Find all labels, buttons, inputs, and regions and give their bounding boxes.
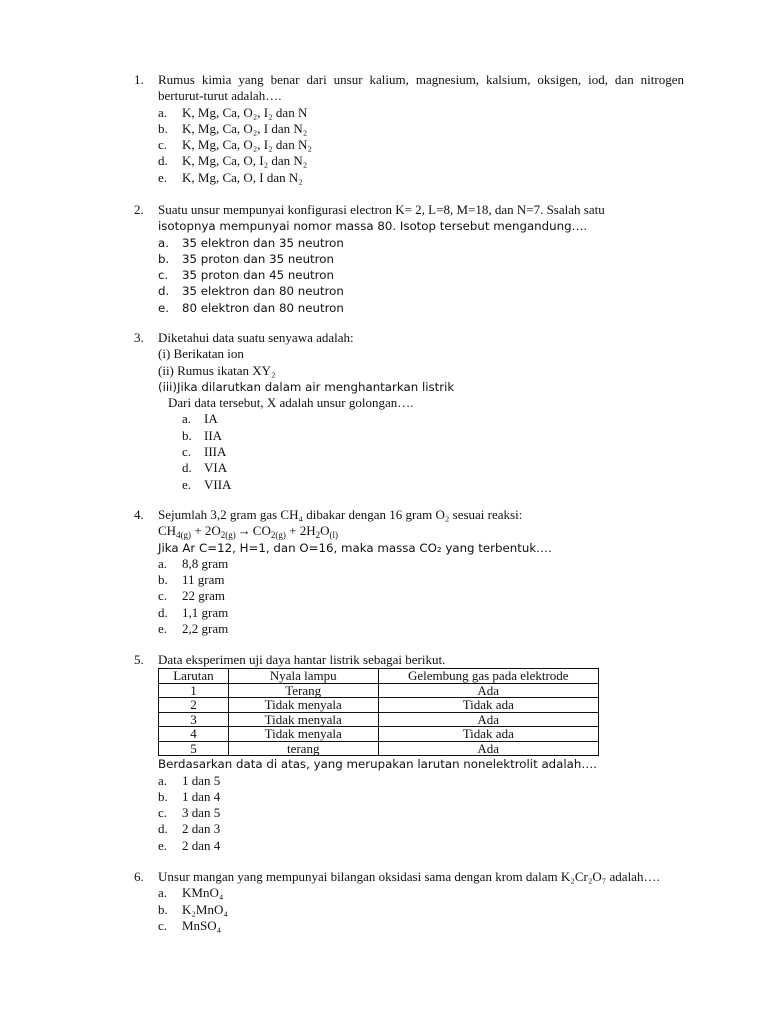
question-4-stem (134, 507, 684, 523)
question-number: 4. (134, 507, 144, 522)
question-number: 6. (134, 869, 144, 884)
option-e: e. VIIA (182, 476, 232, 492)
question-4 (134, 507, 684, 637)
option-e: e. 2 dan 4 (158, 837, 221, 853)
question-3 (134, 330, 684, 493)
question-number: 3. (134, 330, 144, 345)
question-6-stem (134, 869, 684, 885)
option-b: b. K₂MnO₄ (158, 901, 228, 917)
question-2 (134, 202, 684, 316)
column-header: Nyala lampu (228, 669, 378, 684)
table-row: 5 terang Ada (159, 741, 599, 756)
reaction-equation (134, 523, 684, 539)
option-a: a. K, Mg, Ca, O₂, I₂ dan N (158, 104, 308, 120)
sub-question: Berdasarkan data di atas, yang merupakan larutan nonelektrolit adalah…. (158, 757, 597, 772)
sub-question: Jika Ar C=12, H=1, dan O=16, maka massa CO₂ yang terbentuk…. (158, 540, 552, 555)
question-1-stem (134, 72, 684, 105)
question-text-line2: isotopnya mempunyai nomor massa 80. Isotop tersebut mengandung…. (158, 219, 588, 234)
option-d: d. 2 dan 3 (158, 821, 221, 837)
option-b: b. IIA (182, 427, 223, 443)
option-b: b. 1 dan 4 (158, 788, 221, 804)
reaction-render: $CH_{4(g)} + 2O_{2(g)} \to CO_{2(g)} + 2H_2O_{(l)}$ (158, 523, 338, 541)
option-b: b. K, Mg, Ca, O₂, I dan N₂ (158, 120, 308, 136)
column-header: Larutan (159, 669, 229, 684)
option-c: c. IIIA (182, 444, 227, 460)
question-text: Unsur mangan yang mempunyai bilangan oksidasi sama dengan krom dalam K₂Cr₂O₇ adalah…. (158, 869, 660, 884)
reaction-arrow-icon: → (237, 523, 251, 539)
table-row: 2 Tidak menyala Tidak ada (159, 698, 599, 713)
table-row: 3 Tidak menyala Ada (159, 712, 599, 727)
question-number: 1. (134, 72, 144, 87)
option-c: c. 22 gram (158, 588, 225, 604)
option-e: e. 80 elektron dan 80 neutron (158, 300, 344, 315)
question-text: Sejumlah 3,2 gram gas CH₄ dibakar dengan 16 gram O₂ sesuai reaksi: (158, 507, 523, 522)
option-a: a. 1 dan 5 (158, 772, 221, 788)
option-b: b. 11 gram (158, 572, 225, 588)
statement-ii: (ii) Rumus ikatan XY₂ (158, 362, 276, 378)
option-e: e. K, Mg, Ca, O, I dan N₂ (158, 169, 303, 185)
statement-i: (i) Berikatan ion (158, 346, 244, 362)
question-1 (134, 72, 684, 186)
question-number: 2. (134, 202, 144, 217)
statement-iii: (iii)Jika dilarutkan dalam air menghantarkan listrik (158, 379, 455, 394)
question-text-line1: Suatu unsur mempunyai konfigurasi electron K= 2, L=8, M=18, dan N=7. Ssalah satu (158, 202, 605, 217)
option-e: e. 2,2 gram (158, 621, 229, 637)
table-row: 4 Tidak menyala Tidak ada (159, 727, 599, 742)
question-text: Diketahui data suatu senyawa adalah: (158, 330, 354, 345)
column-header: Gelembung gas pada elektrode (378, 669, 598, 684)
question-text: Rumus kimia yang benar dari unsur kalium, magnesium, kalsium, oksigen, iod, dan nitrogen berturut-turut adalah…. (158, 72, 684, 104)
option-b: b. 35 proton dan 35 neutron (158, 251, 334, 266)
question-number: 5. (134, 652, 144, 667)
option-a: a. 8,8 gram (158, 555, 229, 571)
question-5 (134, 652, 684, 854)
option-a: a. IA (182, 411, 218, 427)
question-5-stem (134, 652, 684, 668)
question-3-stem (134, 330, 684, 346)
sub-question: Dari data tersebut, X adalah unsur golongan…. (168, 395, 414, 411)
table-header-row (159, 669, 599, 684)
option-d: d. VIA (182, 460, 228, 476)
option-a: a. 35 elektron dan 35 neutron (158, 235, 344, 250)
option-c: c. MnSO₄ (158, 917, 222, 933)
option-c: c. 3 dan 5 (158, 805, 221, 821)
option-d: d. 35 elektron dan 80 neutron (158, 284, 344, 299)
option-c: c. 35 proton dan 45 neutron (158, 268, 334, 283)
table-row: 1 Terang Ada (159, 683, 599, 698)
option-c: c. K, Mg, Ca, O₂, I₂ dan N₂ (158, 137, 312, 153)
question-2-stem (134, 202, 684, 218)
option-a: a. KMnO₄ (158, 885, 224, 901)
option-d: d. 1,1 gram (158, 604, 229, 620)
experiment-table (158, 668, 599, 756)
question-text: Data eksperimen uji daya hantar listrik sebagai berikut. (158, 652, 446, 667)
question-6 (134, 869, 684, 934)
option-d: d. K, Mg, Ca, O, I₂ dan N₂ (158, 153, 308, 169)
